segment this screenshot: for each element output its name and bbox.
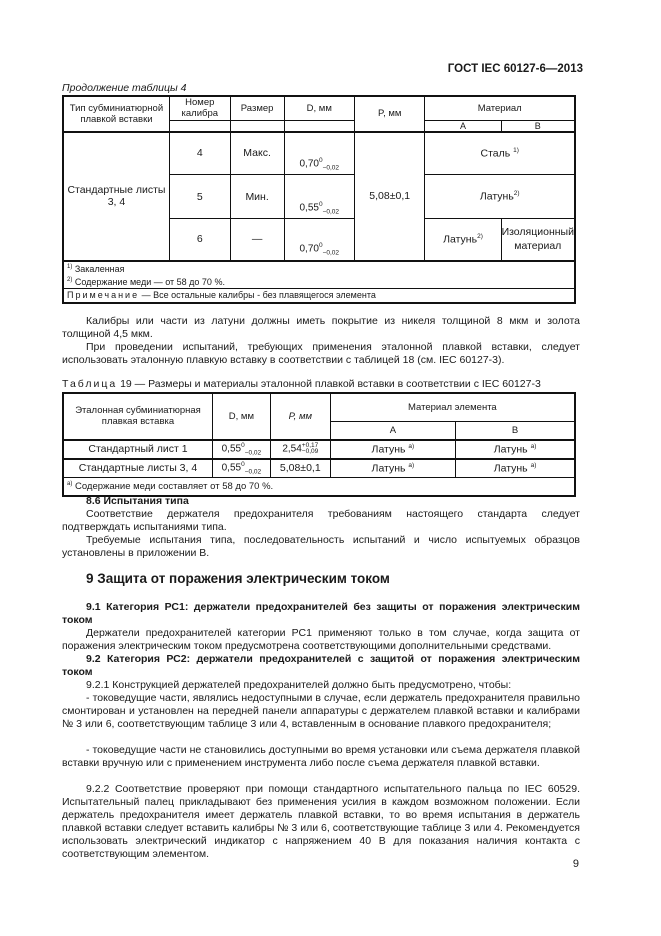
paragraph-reference-fuse: При проведении испытаний, требующих применения эталонной плавкой вставки, следует использовать эталонную плавкую вставку в соответствии с таблицей 18 (см. IEC 60127-3). bbox=[62, 341, 580, 366]
d-value: $0,55^0_{-0,02}$ bbox=[212, 459, 270, 478]
table-note: Примечание — Все остальные калибры - без плавящегося элемента bbox=[63, 288, 575, 303]
material-b-value: Латунь $^{а)}$ bbox=[456, 459, 575, 478]
size-value: Макс. bbox=[230, 132, 284, 175]
paragraph-8-6-1: Соответствие держателя предохранителя требованиям настоящего стандарта следует подтверждать испытаниями типа. bbox=[62, 508, 580, 533]
col-header-material: Материал bbox=[425, 96, 575, 120]
col-header-material-b: В bbox=[456, 421, 575, 440]
paragraph-9-2-1: 9.2.1 Конструкцией держателей предохранителей должно быть предусмотрено, чтобы: bbox=[86, 679, 512, 691]
paragraph-brass-coating: Калибры или части из латуни должны иметь покрытие из никеля толщиной 8 мкм и золота толщиной 4,5 мкм. bbox=[62, 315, 580, 340]
col-header-size: Размер bbox=[230, 96, 284, 120]
d-value: $0,70^0_{-0,02}$ bbox=[284, 132, 354, 175]
heading-9-1: 9.1 Категория РС1: держатели предохранителей без защиты от поражения электрическим током bbox=[62, 601, 580, 626]
paragraph-9-2-2: 9.2.2 Соответствие проверяют при помощи стандартного испытательного пальца по IEC 60529. Испытательный палец прикладывают без применения усилия в каждом возможном положении. Если держатель предохранителя имеет держатель плавкой вставки, то во время испытания в держатель плавкой вставки следует вставить калибры № 3 или 6, соответствующие таблице 3 или 4. Рекомендуется использовать электрический индикатор с напряжением 40 В для показания наличия контакта с соответствующим элементом. bbox=[62, 783, 580, 860]
p-value: 5,08±0,1 bbox=[354, 132, 424, 261]
heading-section-9: 9 Защита от поражения электрическим током bbox=[86, 571, 390, 586]
paragraph-8-6-2: Требуемые испытания типа, последовательность испытаний и число испытуемых образцов установлены в приложении В. bbox=[62, 534, 580, 559]
p-value: 5,08±0,1 bbox=[270, 459, 330, 478]
table-19 bbox=[62, 392, 576, 497]
col-header-material-b: В bbox=[501, 120, 575, 132]
type-value: Стандартный лист 1 bbox=[63, 440, 212, 459]
page-number: 9 bbox=[572, 858, 579, 870]
footnotes: $^{1)}$ Закаленная $^{2)}$ Содержание меди — от 58 до 70 %. bbox=[63, 261, 575, 289]
col-header-p: P, мм bbox=[270, 393, 330, 440]
p-value: 2,54+0,17 −0,09 bbox=[270, 440, 330, 459]
table-row bbox=[63, 132, 575, 175]
bullet-2: - токоведущие части не становились доступными во время установки или съема держателя плавкой вставки вручную или с применением инструмента либо после съема держателя плавкой вставки. bbox=[62, 744, 580, 769]
d-value: $0,70^0_{-0,02}$ bbox=[284, 219, 354, 261]
material-b-value: Латунь $^{а)}$ bbox=[456, 440, 575, 459]
size-value: Мин. bbox=[230, 175, 284, 219]
size-value: — bbox=[230, 219, 284, 261]
table-row bbox=[63, 459, 575, 478]
col-header-type: Тип субминиатюрной плавкой вставки bbox=[63, 96, 169, 132]
material-value: Сталь $^{1)}$ bbox=[425, 132, 575, 175]
table-19-footnote: $^{а)}$ Содержание меди составляет от 58 до 70 %. bbox=[63, 477, 575, 496]
heading-9-2: 9.2 Категория РС2: держатели предохранителей с защитой от поражения электрическим током bbox=[62, 653, 580, 678]
col-header-p: P, мм bbox=[354, 96, 424, 132]
material-a-value: Латунь$^{2)}$ bbox=[425, 219, 501, 261]
gauge-value: 4 bbox=[169, 132, 230, 175]
col-header-material: Материал элемента bbox=[330, 393, 575, 421]
table-continuation-label: Продолжение таблицы 4 bbox=[62, 82, 187, 94]
bullet-1: - токоведущие части, являлись недоступными в случае, если держатель предохранителя правильно смонтирован и установлен на передней панели аппаратуры с держателем плавкой вставки и калибрами № 3 или 6, соответствующим таблице 3 или 4, вставленным в основание плавкого предохранителя; bbox=[62, 692, 580, 730]
gauge-value: 5 bbox=[169, 175, 230, 219]
material-a-value: Латунь $^{а)}$ bbox=[330, 440, 455, 459]
col-header-d: D, мм bbox=[212, 393, 270, 440]
table-row bbox=[63, 440, 575, 459]
heading-8-6: 8.6 Испытания типа bbox=[86, 495, 189, 507]
gauge-value: 6 bbox=[169, 219, 230, 261]
d-value: $0,55^0_{-0,02}$ bbox=[284, 175, 354, 219]
standard-code-header: ГОСТ IEC 60127-6—2013 bbox=[447, 63, 583, 75]
col-header-material-a: А bbox=[425, 120, 501, 132]
col-header-gauge: Номер калибра bbox=[169, 96, 230, 120]
group-label: Стандартные листы 3, 4 bbox=[63, 132, 169, 261]
col-header-type: Эталонная субминиатюрная плавкая вставка bbox=[63, 393, 212, 440]
col-header-material-a: А bbox=[330, 421, 455, 440]
table-19-caption: Таблица 19 — Размеры и материалы эталонной плавкой вставки в соответствии с IEC 60127-3 bbox=[62, 378, 541, 390]
material-b-value: Изоляционный материал bbox=[501, 219, 575, 261]
type-value: Стандартные листы 3, 4 bbox=[63, 459, 212, 478]
material-value: Латунь$^{2)}$ bbox=[425, 175, 575, 219]
material-a-value: Латунь $^{а)}$ bbox=[330, 459, 455, 478]
paragraph-9-1: Держатели предохранителей категории РС1 применяют только в том случае, когда защита от поражения электрическим током предусмотрена соответствующими дополнительными средствами. bbox=[62, 627, 580, 652]
table-4 bbox=[62, 95, 576, 304]
d-value: $0,55^0_{-0,02}$ bbox=[212, 440, 270, 459]
col-header-d: D, мм bbox=[284, 96, 354, 120]
